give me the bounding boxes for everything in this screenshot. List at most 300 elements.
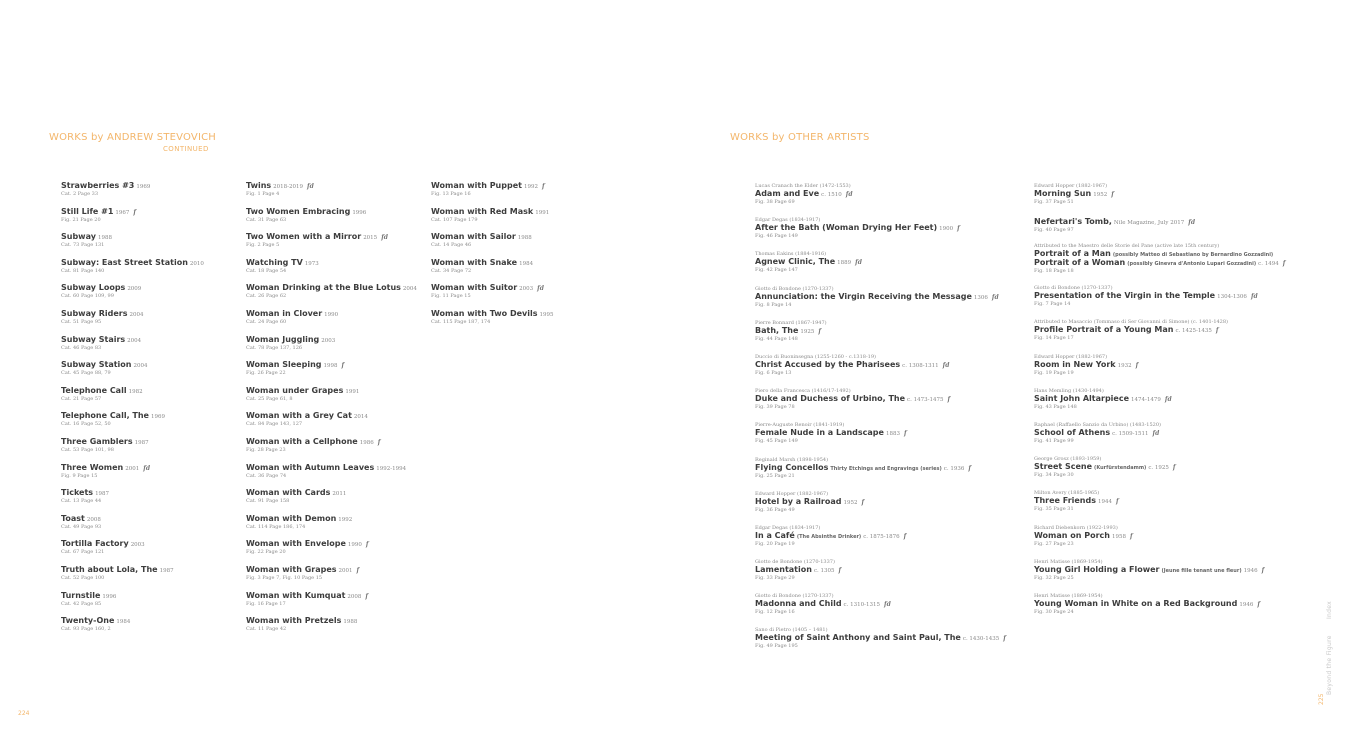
work-title: Three Gamblers: [61, 436, 133, 446]
work-year: 2003: [519, 286, 534, 293]
work-reference: Fig. 35 Page 31: [1034, 506, 1074, 513]
work-reference: Cat. 25 Page 61, 8: [246, 395, 293, 402]
figure-flag: f: [341, 362, 345, 370]
artist-name: Lucas Cranach the Elder (1472-1553): [755, 183, 851, 189]
index-entry: [246, 232, 417, 258]
work-reference: Cat. 93 Page 160, 2: [61, 626, 111, 633]
artist-name: Richard Diebenkorn (1922-1993): [1034, 524, 1118, 531]
work-title: Woman under Grapes: [246, 385, 344, 395]
work-title-line: [1034, 496, 1285, 505]
work-title: Woman on Porch: [1034, 530, 1110, 540]
work-title: Room in New York: [1034, 359, 1116, 369]
work-year: 1925: [800, 328, 815, 335]
work-reference: Fig. 7 Page 14: [1034, 301, 1071, 308]
work-year: 1958: [1111, 533, 1126, 540]
figure-flag: f: [541, 183, 545, 190]
work-year: 2008: [86, 516, 101, 523]
work-title: Two Women Embracing: [246, 206, 351, 216]
work-reference: Fig. 25 Page 21: [755, 472, 795, 479]
work-reference: Fig. 26 Page 22: [246, 370, 286, 377]
artist-name: Hans Memling (1430-1494): [1034, 387, 1104, 394]
work-title-line: [61, 258, 204, 267]
work-reference: Cat. 34 Page 72: [431, 267, 472, 274]
work-reference: Fig. 43 Page 148: [1034, 403, 1077, 410]
work-title: Female Nude in a Landscape: [755, 428, 884, 438]
artist-name: Reginald Marsh (1898-1954): [755, 456, 829, 463]
work-year: 1996: [352, 209, 367, 216]
work-title-line: [755, 326, 1006, 335]
work-year: c. 1936: [943, 465, 965, 472]
work-title: School of Athens: [1034, 427, 1111, 437]
work-reference: Fig. 11 Page 15: [431, 293, 471, 300]
work-year: 2004: [133, 363, 148, 370]
work-reference: Cat. 45 Page 88, 79: [61, 370, 111, 377]
work-title-line: [246, 488, 417, 497]
work-title-line: [61, 181, 204, 190]
stevovich-column-3: [431, 181, 553, 335]
work-title: Woman with a Grey Cat: [246, 411, 352, 421]
work-reference: Fig. 22 Page 20: [246, 549, 286, 556]
work-title-line: [431, 181, 553, 190]
running-head: [1326, 587, 1333, 695]
work-reference: Fig. 36 Page 49: [755, 506, 795, 513]
work-year: 2010: [189, 260, 204, 267]
index-entry: [755, 320, 1006, 354]
work-reference: Cat. 26 Page 62: [246, 293, 287, 300]
figure-flag: f: [365, 541, 369, 549]
work-title-line: [61, 565, 204, 574]
artist-name: Raphael (Raffaello Sanzio da Urbino) (1483-1520): [1034, 421, 1161, 428]
work-year: Nile Magazine, July 2017: [1113, 220, 1185, 227]
figure-flag: f: [818, 327, 822, 335]
work-title: Street Scene: [1034, 462, 1093, 472]
other-artists-column-2: [1034, 183, 1285, 627]
artist-name: Attributed to the Maestro delle Storie del Pane (active late 15th century): [1034, 243, 1220, 250]
work-reference: Cat. 67 Page 121: [61, 549, 105, 556]
work-year: 1995: [539, 311, 554, 318]
work-reference: Cat. 2 Page 33: [61, 191, 98, 197]
index-entry: [246, 514, 417, 540]
index-entry: [61, 565, 204, 591]
work-reference: Fig. 3 Page 7, Fig. 10 Page 15: [246, 574, 323, 581]
work-reference: Fig. 12 Page 16: [755, 609, 795, 616]
index-entry: [246, 335, 417, 361]
work-year: c. 1310-1315: [843, 602, 880, 609]
work-reference: Cat. 16 Page 52, 50: [61, 421, 111, 428]
figure-flag: f: [1172, 464, 1176, 472]
index-entry: [431, 181, 553, 207]
work-title-line: [246, 232, 417, 241]
work-year: 1984: [519, 260, 534, 267]
artist-name: Piero della Francesca (1416/17-1492): [755, 388, 851, 395]
artist-name: Pierre Bonnard (1867-1947): [755, 319, 827, 326]
work-title-line: [1034, 325, 1285, 334]
figure-flag: f: [133, 208, 136, 216]
work-reference: Fig. 30 Page 24: [1034, 608, 1074, 615]
work-title: Twins: [246, 181, 272, 190]
work-reference: Cat. 14 Page 46: [431, 242, 472, 249]
work-title-line: [61, 283, 204, 292]
work-year: 1987: [134, 439, 149, 446]
work-title: Portrait of a Woman: [1034, 258, 1126, 268]
work-title: Subway Loops: [61, 283, 126, 293]
work-title-line: [431, 232, 553, 241]
work-reference: Cat. 78 Page 137, 126: [246, 344, 303, 351]
work-title-line: [431, 207, 553, 216]
work-title-line: [246, 309, 417, 318]
work-title: Woman with Autumn Leaves: [246, 462, 375, 472]
work-reference: Fig. 34 Page 30: [1034, 472, 1074, 479]
index-entry: [431, 258, 553, 284]
index-entry: [1034, 354, 1285, 388]
work-title: Young Woman in White on a Red Background: [1034, 598, 1238, 608]
work-title-line: [61, 207, 204, 216]
work-reference: Fig. 39 Page 78: [755, 404, 795, 411]
work-title-line: [246, 565, 417, 574]
work-year: 1944: [1097, 499, 1112, 506]
figure-flag: fd: [883, 601, 891, 609]
work-title: Presentation of the Virgin in the Temple: [1034, 291, 1216, 301]
artist-name: Henri Matisse (1869-1954): [1034, 592, 1103, 599]
work-reference: Fig. 37 Page 51: [1034, 199, 1074, 205]
work-year: 2018-2019: [273, 184, 304, 190]
work-year: 1973: [304, 260, 319, 267]
figure-flag: fd: [1164, 395, 1172, 403]
work-title-line: [246, 411, 417, 420]
work-year: c. 1430-1435: [962, 636, 1000, 643]
index-entry: [755, 251, 1006, 285]
work-reference: Cat. 21 Page 57: [61, 395, 102, 402]
other-artists-column-1: [755, 183, 1006, 662]
work-year: 2015: [363, 235, 378, 242]
work-title-line: [246, 616, 417, 625]
work-title: Tickets: [61, 488, 94, 498]
work-title-line: [1034, 599, 1285, 608]
work-title: Woman with Demon: [246, 513, 337, 523]
work-year: 1992: [338, 516, 353, 523]
index-entry: [61, 181, 204, 207]
work-title: Strawberries #3: [61, 181, 135, 190]
figure-flag: f: [1129, 532, 1133, 540]
work-title: Woman in Clover: [246, 308, 323, 318]
index-entry: [1034, 183, 1285, 217]
artist-name: Edward Hopper (1882-1967): [755, 490, 829, 497]
index-entry: [431, 207, 553, 233]
work-reference: Fig. 38 Page 69: [755, 199, 795, 205]
artist-name: Milton Avery (1885-1965): [1034, 490, 1100, 497]
work-reference: Cat. 81 Page 140: [61, 267, 105, 274]
stevovich-column-1: [61, 181, 204, 642]
work-year: c. 1305: [813, 568, 835, 575]
work-title-line: [246, 283, 417, 292]
index-entry: [755, 491, 1006, 525]
work-year: 1969: [150, 414, 165, 421]
work-title-line: [1034, 217, 1285, 226]
work-title-line: [246, 539, 417, 548]
index-entry: [755, 559, 1006, 593]
work-title: Woman with Pretzels: [246, 616, 342, 626]
index-entry: [61, 488, 204, 514]
work-title-line: [1034, 189, 1285, 198]
page-number-left: 224: [18, 710, 30, 717]
artist-name: Duccio di Buoninsegna (1255-1260 - c.1318-19): [755, 353, 876, 360]
index-entry: [61, 616, 204, 642]
work-title-line: [755, 463, 1006, 472]
index-entry: [1034, 285, 1285, 319]
figure-flag: f: [1003, 635, 1006, 643]
work-subtitle: (Jeune fille tenant une fleur): [1161, 567, 1242, 574]
work-title-line: [755, 257, 1006, 266]
work-title-line: [1034, 360, 1285, 369]
figure-flag: f: [1261, 566, 1265, 574]
work-reference: Cat. 51 Page 95: [61, 318, 102, 325]
work-title: Subway Station: [61, 360, 132, 370]
figure-flag: fd: [845, 191, 853, 198]
work-title: Woman with Envelope: [246, 539, 346, 549]
work-title: In a Café: [755, 530, 795, 540]
work-reference: Fig. 49 Page 195: [755, 643, 798, 650]
work-year: 1991: [345, 388, 360, 395]
artist-name: Sano di Pietro (1405 – 1481): [755, 627, 828, 634]
artist-name: Giotto de Bondone (1270-1337): [755, 559, 835, 566]
work-title: Agnew Clinic, The: [755, 257, 836, 267]
running-head-book-title: Beyond the Figure: [1326, 635, 1333, 695]
work-reference: Cat. 91 Page 158: [246, 498, 290, 505]
work-year: 1990: [347, 542, 362, 549]
work-year: 2004: [129, 311, 144, 318]
index-entry: [246, 565, 417, 591]
work-year: 1969: [136, 184, 151, 190]
work-title: Still Life #1: [61, 206, 114, 216]
index-entry: [1034, 593, 1285, 627]
work-reference: Cat. 42 Page 85: [61, 600, 102, 607]
work-reference: Cat. 114 Page 186, 174: [246, 523, 306, 530]
work-title: Woman with Suitor: [431, 283, 518, 293]
index-entry: [246, 463, 417, 489]
index-entry: [246, 207, 417, 233]
index-entry: [61, 386, 204, 412]
work-year: 1984: [116, 619, 131, 626]
index-entry: [1034, 422, 1285, 456]
work-title-line: [61, 463, 204, 472]
work-title: Subway Stairs: [61, 334, 126, 344]
work-year: 1996: [102, 593, 117, 600]
work-reference: Fig. 2 Page 5: [246, 242, 280, 249]
work-title-line: [431, 258, 553, 267]
work-year: 1306: [973, 294, 988, 301]
work-title: Woman with Two Devils: [431, 308, 538, 318]
index-entry: [61, 591, 204, 617]
index-entry: [246, 283, 417, 309]
work-reference: Fig. 27 Page 23: [1034, 540, 1074, 547]
work-reference: Cat. 107 Page 179: [431, 216, 478, 223]
work-title: Telephone Call, The: [61, 411, 149, 421]
work-reference: Cat. 60 Page 109, 99: [61, 293, 114, 300]
work-title-line: [755, 189, 1006, 198]
index-entry: [246, 386, 417, 412]
index-entry: [755, 388, 1006, 422]
work-year: 1992: [523, 184, 538, 190]
work-reference: Fig. 9 Page 15: [61, 472, 98, 479]
work-title-line: [755, 360, 1006, 369]
work-year: 2003: [321, 337, 336, 344]
work-reference: Cat. 115 Page 187, 174: [431, 318, 491, 325]
index-entry: [755, 217, 1006, 251]
work-title-line: [755, 599, 1006, 608]
work-year: c. 1425-1435: [1175, 328, 1212, 335]
index-entry: [755, 183, 1006, 217]
index-entry: [61, 411, 204, 437]
work-reference: Cat. 36 Page 74: [246, 472, 287, 479]
index-entry: [246, 258, 417, 284]
artist-name: Giotto di Bondone (1270-1337): [755, 285, 834, 292]
work-title-line: [61, 309, 204, 318]
work-title-line: [61, 514, 204, 523]
work-reference: Fig. 21 Page 20: [61, 216, 101, 223]
work-title: Hotel by a Railroad: [755, 496, 842, 506]
index-entry: [61, 437, 204, 463]
index-entry: [246, 181, 417, 207]
work-year: 1952: [1093, 192, 1108, 198]
figure-flag: f: [1111, 191, 1114, 198]
work-title: Profile Portrait of a Young Man: [1034, 325, 1174, 335]
artist-name: Thomas Eakins (1884-1916): [755, 251, 827, 258]
work-title: Madonna and Child: [755, 599, 842, 609]
index-entry: [246, 309, 417, 335]
work-year: c. 1473-1475: [907, 397, 944, 404]
work-year: 1946: [1239, 601, 1254, 608]
work-year: 2004: [402, 286, 417, 293]
figure-flag: f: [957, 225, 960, 233]
work-reference: Fig. 44 Page 148: [755, 335, 798, 342]
work-title: Turnstile: [61, 590, 101, 600]
work-title: Annunciation: the Virgin Receiving the Message: [755, 291, 972, 301]
figure-flag: fd: [855, 259, 862, 267]
index-entry: [61, 258, 204, 284]
index-entry: [61, 360, 204, 386]
work-title: Woman with a Cellphone: [246, 436, 358, 446]
work-title: Woman Drinking at the Blue Lotus: [246, 283, 401, 293]
work-year: 2001: [125, 465, 140, 472]
figure-flag: f: [1282, 260, 1286, 268]
work-year: 1900: [939, 226, 954, 233]
work-reference: Fig. 13 Page 16: [431, 191, 471, 197]
work-title: After the Bath (Woman Drying Her Feet): [755, 223, 938, 233]
index-entry: [431, 283, 553, 309]
work-title-line: [61, 488, 204, 497]
work-year: 1967: [115, 209, 130, 216]
figure-flag: f: [1135, 361, 1139, 369]
work-title: Meeting of Saint Anthony and Saint Paul, The: [755, 633, 961, 643]
index-entry: [246, 488, 417, 514]
stevovich-column-2: [246, 181, 417, 642]
work-subtitle: Thirty Etchings and Engravings (series): [830, 465, 942, 472]
work-subtitle: (possibly Ginevra d'Antonio Lupari Gozzadini): [1127, 261, 1257, 268]
work-reference: Cat. 46 Page 83: [61, 344, 102, 351]
index-entry: [755, 627, 1006, 661]
work-title: Telephone Call: [61, 385, 127, 395]
work-year: 1883: [885, 431, 900, 438]
figure-flag: f: [377, 438, 381, 446]
artist-name: Edgar Degas (1834-1917): [755, 217, 821, 224]
work-year: 1932: [1117, 362, 1132, 369]
work-year: c. 1510: [821, 192, 842, 198]
figure-flag: f: [903, 430, 907, 438]
index-entry: [1034, 243, 1285, 285]
work-title-line: [1034, 249, 1285, 258]
index-entry: [61, 539, 204, 565]
figure-flag: fd: [307, 183, 314, 190]
work-reference: Fig. 1 Page 4: [246, 191, 280, 197]
work-year: 1946: [1243, 567, 1258, 574]
work-reference: Fig. 41 Page 99: [1034, 437, 1074, 444]
index-entry: [246, 616, 417, 642]
work-year: 1988: [343, 619, 358, 626]
work-reference: Fig. 14 Page 17: [1034, 335, 1074, 342]
index-entry: [755, 457, 1006, 491]
index-entry: [1034, 559, 1285, 593]
index-entry: [755, 593, 1006, 627]
work-title: Morning Sun: [1034, 189, 1092, 198]
work-title-line: [246, 360, 417, 369]
figure-flag: f: [365, 592, 369, 600]
artist-name: Giotto di Bondone (1270-1337): [755, 593, 834, 600]
work-year: 1889: [837, 260, 852, 267]
work-reference: Fig. 33 Page 29: [755, 575, 795, 582]
work-title-line: [246, 181, 417, 190]
work-year: 1987: [95, 491, 110, 498]
work-year: 1474-1479: [1131, 396, 1161, 403]
work-reference: Fig. 32 Page 25: [1034, 574, 1074, 581]
figure-flag: fd: [143, 464, 151, 472]
left-section-title: WORKS by ANDREW STEVOVICH: [49, 132, 217, 143]
work-year: 1998: [323, 363, 338, 370]
figure-flag: f: [356, 566, 360, 574]
work-title-line: [1034, 565, 1285, 574]
work-title-line: [246, 591, 417, 600]
work-title-line: [755, 531, 1006, 540]
figure-flag: f: [838, 567, 842, 575]
work-title-line: [1034, 258, 1285, 267]
work-subtitle: (possibly Matteo di Sebastiano by Bernardino Gozzadini): [1112, 252, 1274, 259]
work-year: 2001: [338, 567, 353, 574]
work-year: 1952: [843, 499, 858, 506]
work-reference: Cat. 53 Page 101, 98: [61, 446, 114, 453]
index-entry: [246, 411, 417, 437]
artist-name: Attributed to Masaccio (Tommaso di Ser Giovanni di Simone) (c. 1401-1428): [1034, 319, 1228, 326]
figure-flag: fd: [942, 361, 950, 369]
index-entry: [755, 286, 1006, 320]
figure-flag: f: [861, 498, 865, 506]
work-title-line: [1034, 428, 1285, 437]
work-title: Young Girl Holding a Flower: [1034, 564, 1160, 574]
work-title: Woman with Puppet: [431, 181, 522, 190]
work-title-line: [246, 386, 417, 395]
work-year: 2003: [130, 542, 145, 549]
work-title: Woman with Cards: [246, 488, 331, 498]
figure-flag: f: [947, 396, 951, 404]
work-year: 1982: [128, 388, 143, 395]
work-reference: Cat. 73 Page 131: [61, 242, 105, 249]
work-title: Tortilla Factory: [61, 539, 129, 549]
work-title-line: [61, 539, 204, 548]
work-title-line: [61, 335, 204, 344]
work-title-line: [61, 616, 204, 625]
work-title-line: [246, 207, 417, 216]
index-entry: [61, 309, 204, 335]
work-title-line: [61, 232, 204, 241]
work-title: Two Women with a Mirror: [246, 232, 362, 242]
